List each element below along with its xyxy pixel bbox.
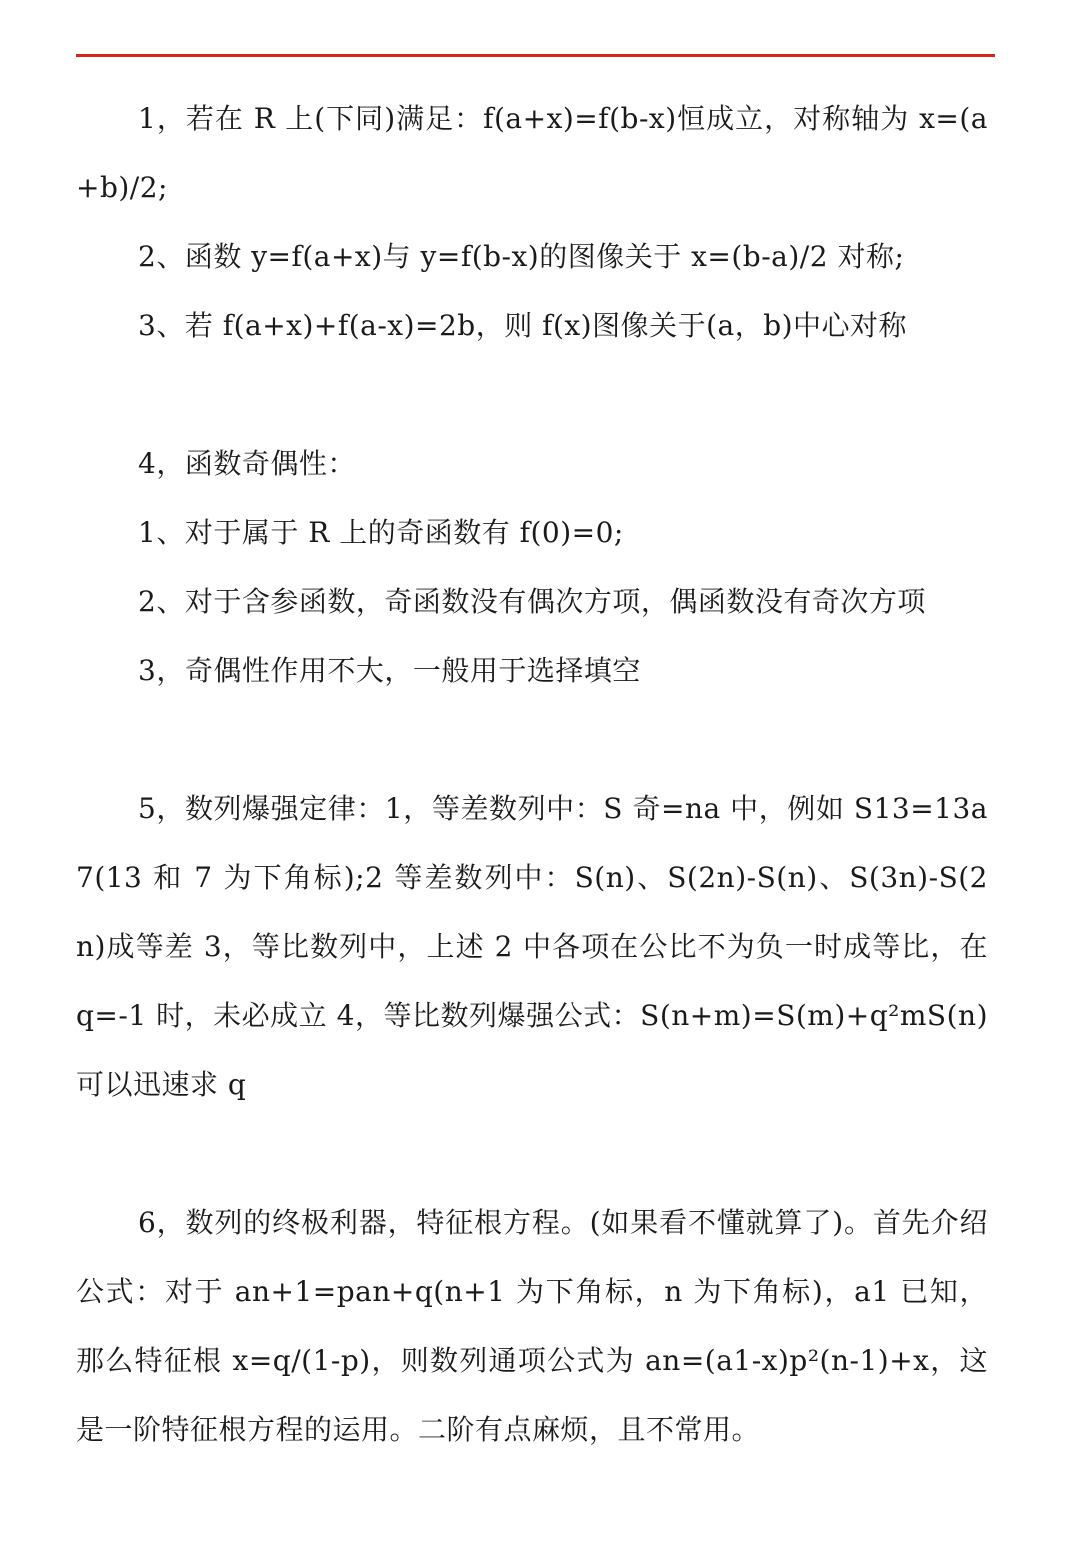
paragraph-3: 3、若 f(a+x)+f(a-x)=2b，则 f(x)图像关于(a，b)中心对称 <box>138 309 908 342</box>
paragraph-2: 2、函数 y=f(a+x)与 y=f(b-x)的图像关于 x=(b-a)/2 对称; <box>138 240 905 273</box>
header-rule <box>76 54 995 57</box>
paragraph-gap <box>76 705 988 774</box>
paragraph-6: 2、对于含参函数，奇函数没有偶次方项，偶函数没有奇次方项 <box>138 585 926 618</box>
paragraph-8: 5，数列爆强定律：1，等差数列中：S 奇=na 中，例如 S13=13a7(13 和 7 为下角标);2 等差数列中：S(n)、S(2n)-S(n)、S(3n)-S(2n)成等差 3，等比数列中，上述 2 中各项在公比不为负一时成等比，在 q=-1 时，未必成立 4，等比数列爆强公式：S(n+m)=S(m)+q²mS(n)可以迅速求 q <box>76 792 988 1101</box>
paragraph-4: 4，函数奇偶性： <box>138 447 356 480</box>
document-body <box>76 84 988 1464</box>
paragraph-gap <box>76 360 988 429</box>
paragraph-9: 6，数列的终极利器，特征根方程。(如果看不懂就算了)。首先介绍公式：对于 an+1=pan+q(n+1 为下角标，n 为下角标)，a1 已知，那么特征根 x=q/(1-p)，则数列通项公式为 an=(a1-x)p²(n-1)+x，这是一阶特征根方程的运用。二阶有点麻烦，且不常用。 <box>76 1206 988 1446</box>
paragraph-7: 3，奇偶性作用不大，一般用于选择填空 <box>138 654 641 687</box>
paragraph-1: 1，若在 R 上(下同)满足：f(a+x)=f(b-x)恒成立，对称轴为 x=(a+b)/2; <box>76 102 988 204</box>
paragraph-gap <box>76 1119 988 1188</box>
paragraph-5: 1、对于属于 R 上的奇函数有 f(0)=0; <box>138 516 624 549</box>
